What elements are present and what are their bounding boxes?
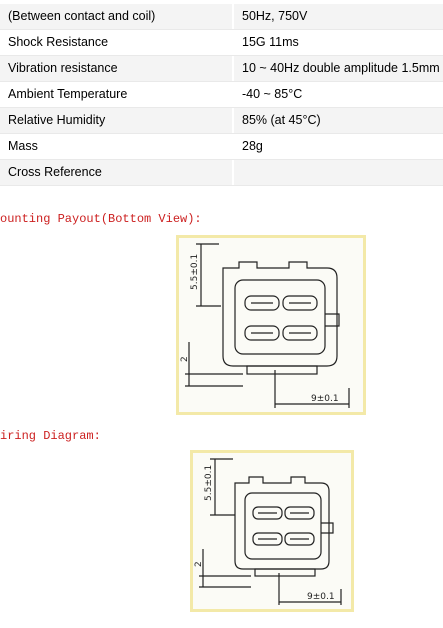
mounting-layout-figure [176,235,366,415]
spec-value: 50Hz, 750V [234,4,443,30]
spec-row-vibration-resistance [0,56,443,82]
spec-label: (Between contact and coil) [0,4,232,30]
spec-value: -40 ~ 85°C [234,82,443,108]
wiring-diagram-heading: iring Diagram: [0,429,101,443]
small-dimension-label: 2 [180,356,190,362]
spec-row-shock-resistance [0,30,443,56]
spec-label: Shock Resistance [0,30,232,56]
wiring-diagram-figure [190,450,354,612]
mounting-layout-heading: ounting Payout(Bottom View): [0,212,202,226]
spec-row-cross-reference [0,160,443,186]
spec-label: Ambient Temperature [0,82,232,108]
connector-drawing [193,453,351,609]
connector-drawing [179,238,363,412]
spec-label: Cross Reference [0,160,232,186]
spec-value: 85% (at 45°C) [234,108,443,134]
height-dimension-label: 5.5±0.1 [190,253,200,290]
spec-value: 15G 11ms [234,30,443,56]
spec-row-mass [0,134,443,160]
spec-row-ambient-temperature [0,82,443,108]
spec-row-dielectric [0,4,443,30]
spec-value: 28g [234,134,443,160]
spec-value [234,160,443,186]
small-dimension-label: 2 [194,561,204,567]
spec-label: Mass [0,134,232,160]
spec-value: 10 ~ 40Hz double amplitude 1.5mm [234,56,443,82]
spec-label: Relative Humidity [0,108,232,134]
spec-row-relative-humidity [0,108,443,134]
width-dimension-label: 9±0.1 [307,592,335,602]
width-dimension-label: 9±0.1 [311,394,339,404]
spec-label: Vibration resistance [0,56,232,82]
height-dimension-label: 5.5±0.1 [204,464,214,501]
